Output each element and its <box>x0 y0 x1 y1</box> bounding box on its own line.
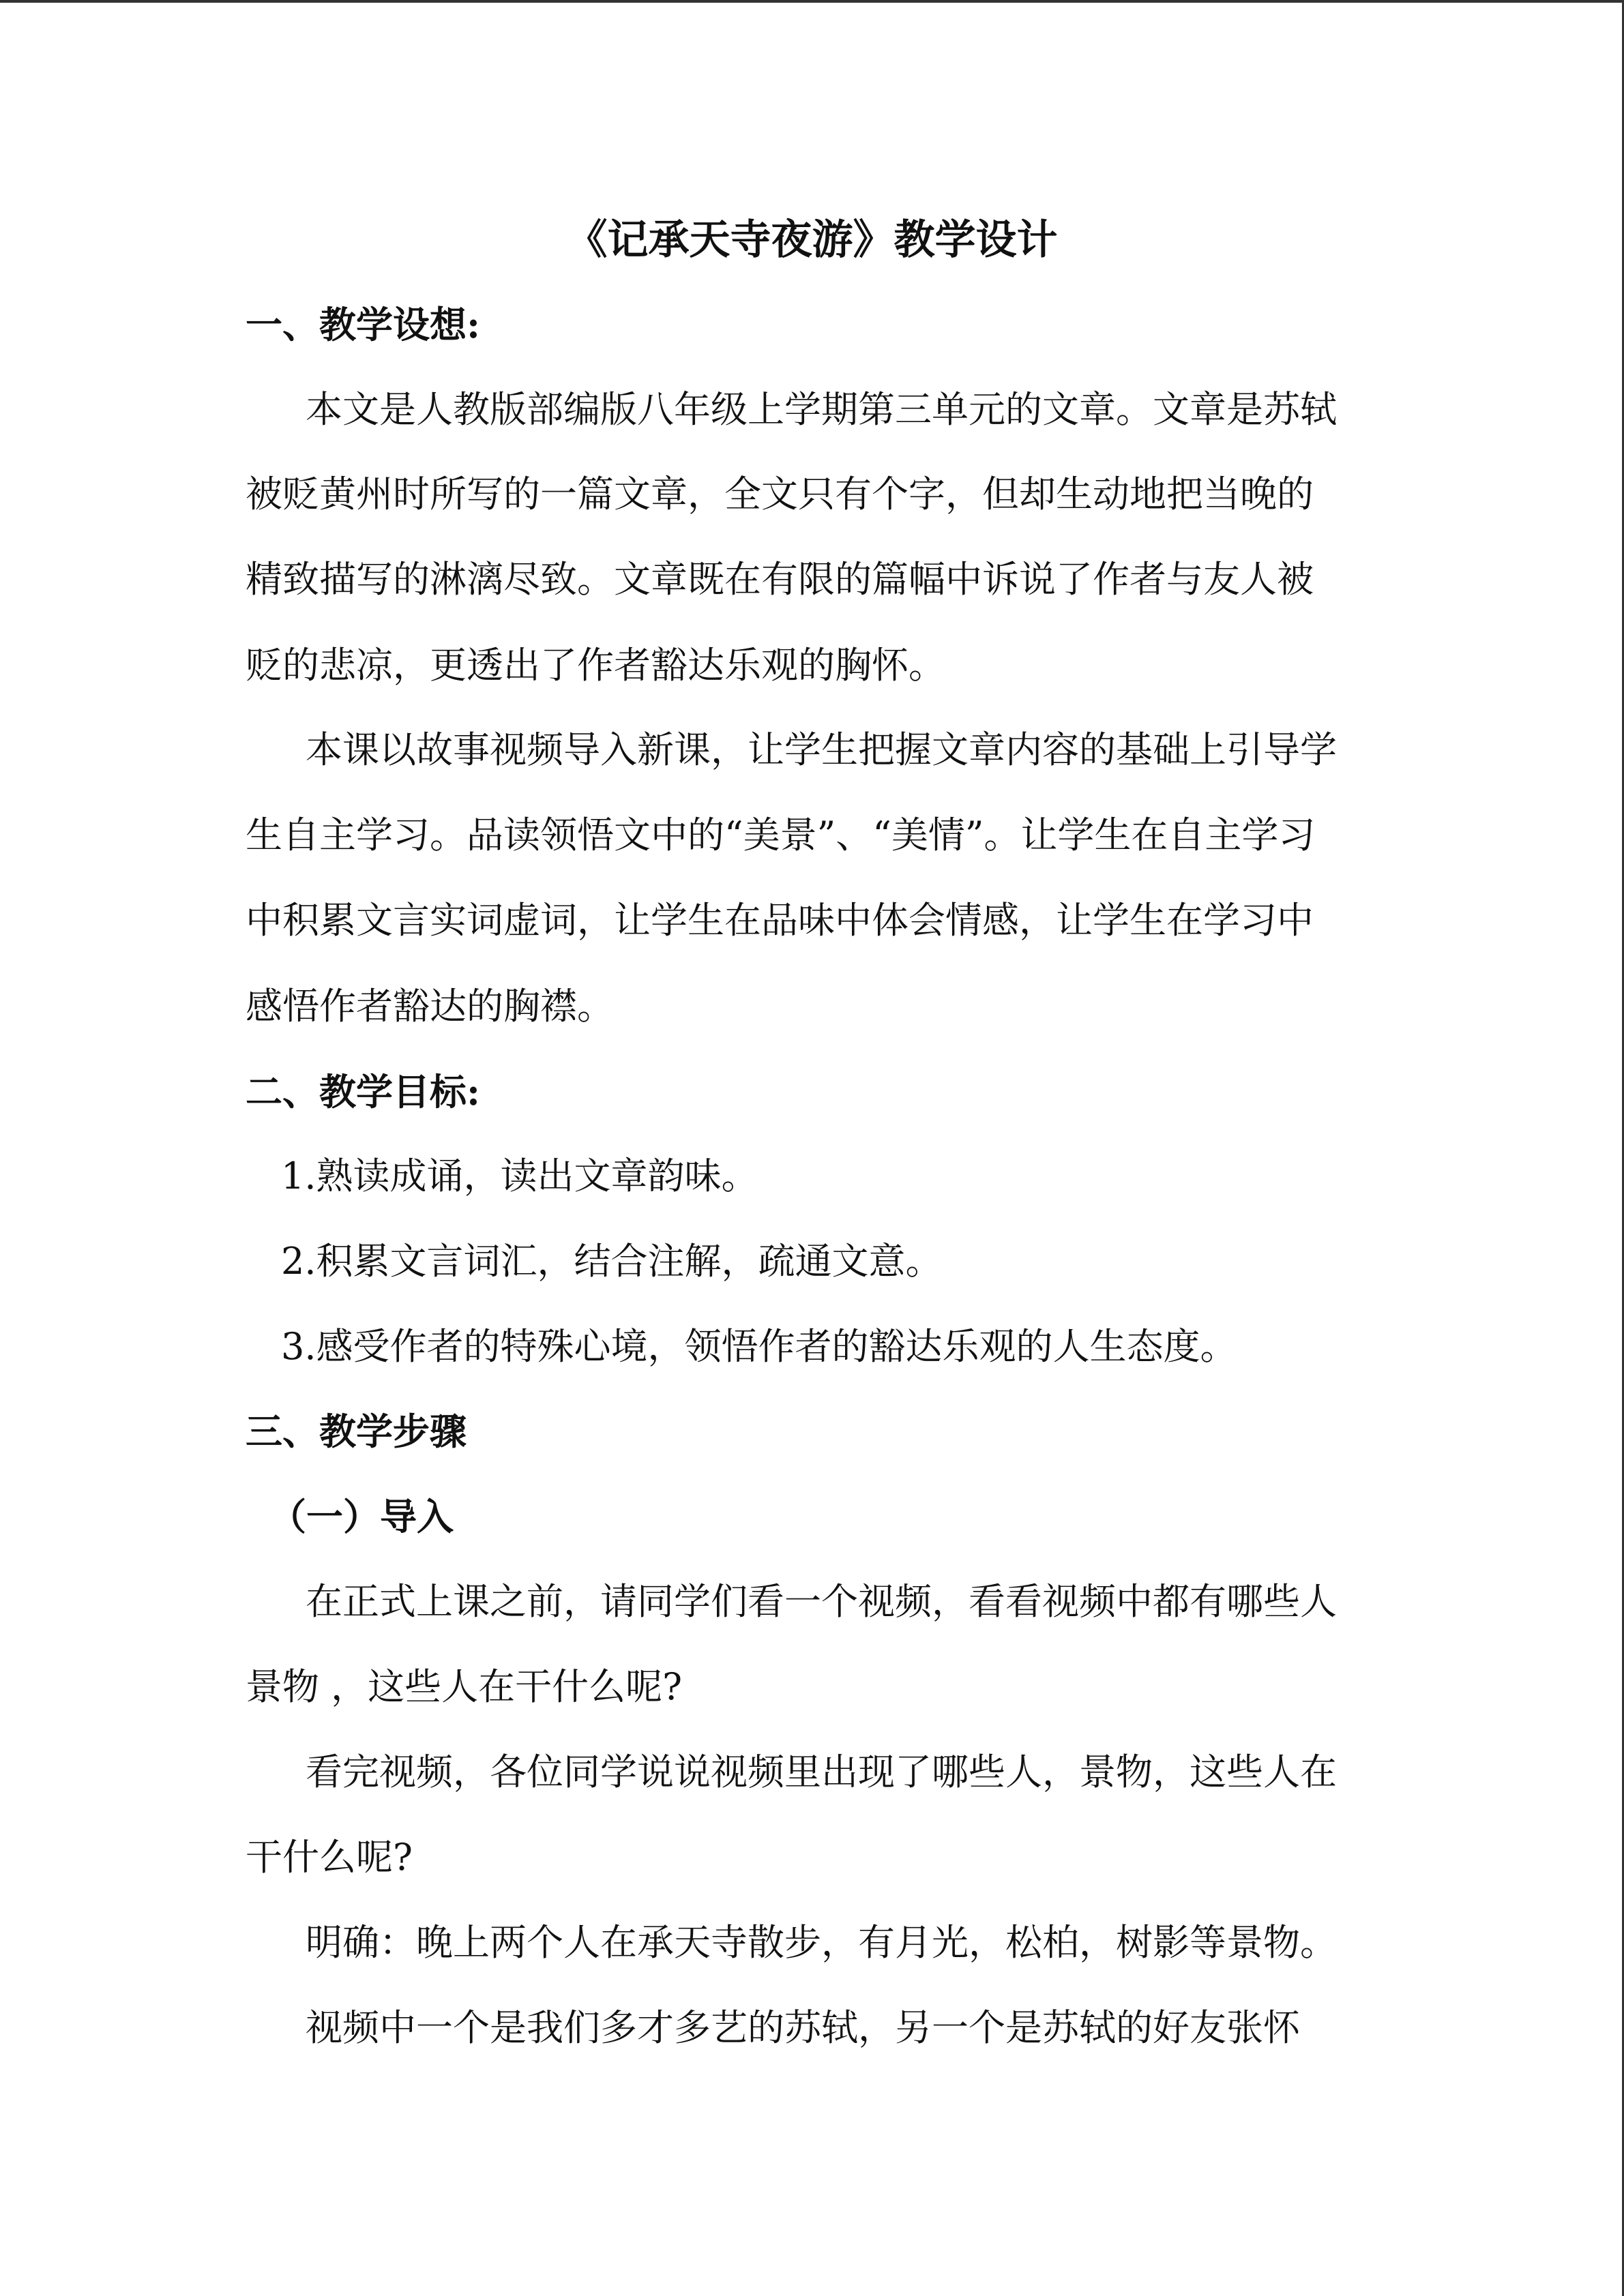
goal-list-item: 3.感受作者的特殊心境，领悟作者的豁达乐观的人生态度。 <box>281 1325 1237 1368</box>
paragraph-line: 感悟作者豁达的胸襟。 <box>246 985 614 1028</box>
paragraph-line: 生自主学习。品读领悟文中的“美景”、“美情”。让学生在自主学习 <box>246 814 1316 856</box>
section-heading-teaching-concept: 一、教学设想: <box>246 303 480 346</box>
paragraph-line: 本文是人教版部编版八年级上学期第三单元的文章。文章是苏轼 <box>306 388 1337 431</box>
paragraph-line: 本课以故事视频导入新课，让学生把握文章内容的基础上引导学 <box>306 728 1337 771</box>
document-title: 《记承天寺夜游》教学设计 <box>566 216 1058 264</box>
paragraph-line: 在正式上课之前，请同学们看一个视频，看看视频中都有哪些人 <box>306 1580 1337 1623</box>
section-heading-teaching-steps: 三、教学步骤 <box>246 1410 467 1453</box>
goal-list-item: 1.熟读成诵，读出文章韵味。 <box>281 1154 758 1197</box>
paragraph-line: 景物 ，这些人在干什么呢? <box>246 1665 683 1708</box>
goal-list-item: 2.积累文言词汇，结合注解，疏通文意。 <box>281 1240 943 1283</box>
paragraph-line: 明确：晚上两个人在承天寺散步，有月光，松柏，树影等景物。 <box>306 1921 1337 1964</box>
paragraph-line: 精致描写的淋漓尽致。文章既在有限的篇幅中诉说了作者与友人被 <box>246 558 1314 601</box>
paragraph-line: 看完视频，各位同学说说视频里出现了哪些人，景物，这些人在 <box>306 1750 1337 1793</box>
subsection-heading-intro: （一）导入 <box>269 1495 454 1538</box>
section-heading-teaching-goals: 二、教学目标: <box>246 1070 480 1114</box>
paragraph-line: 干什么呢? <box>246 1836 413 1879</box>
paragraph-line: 被贬黄州时所写的一篇文章，全文只有个字，但却生动地把当晚的 <box>246 473 1314 516</box>
paragraph-line: 贬的悲凉，更透出了作者豁达乐观的胸怀。 <box>246 644 945 687</box>
paragraph-line: 中积累文言实词虚词，让学生在品味中体会情感，让学生在学习中 <box>246 899 1314 942</box>
paragraph-line: 视频中一个是我们多才多艺的苏轼，另一个是苏轼的好友张怀 <box>306 2006 1300 2049</box>
